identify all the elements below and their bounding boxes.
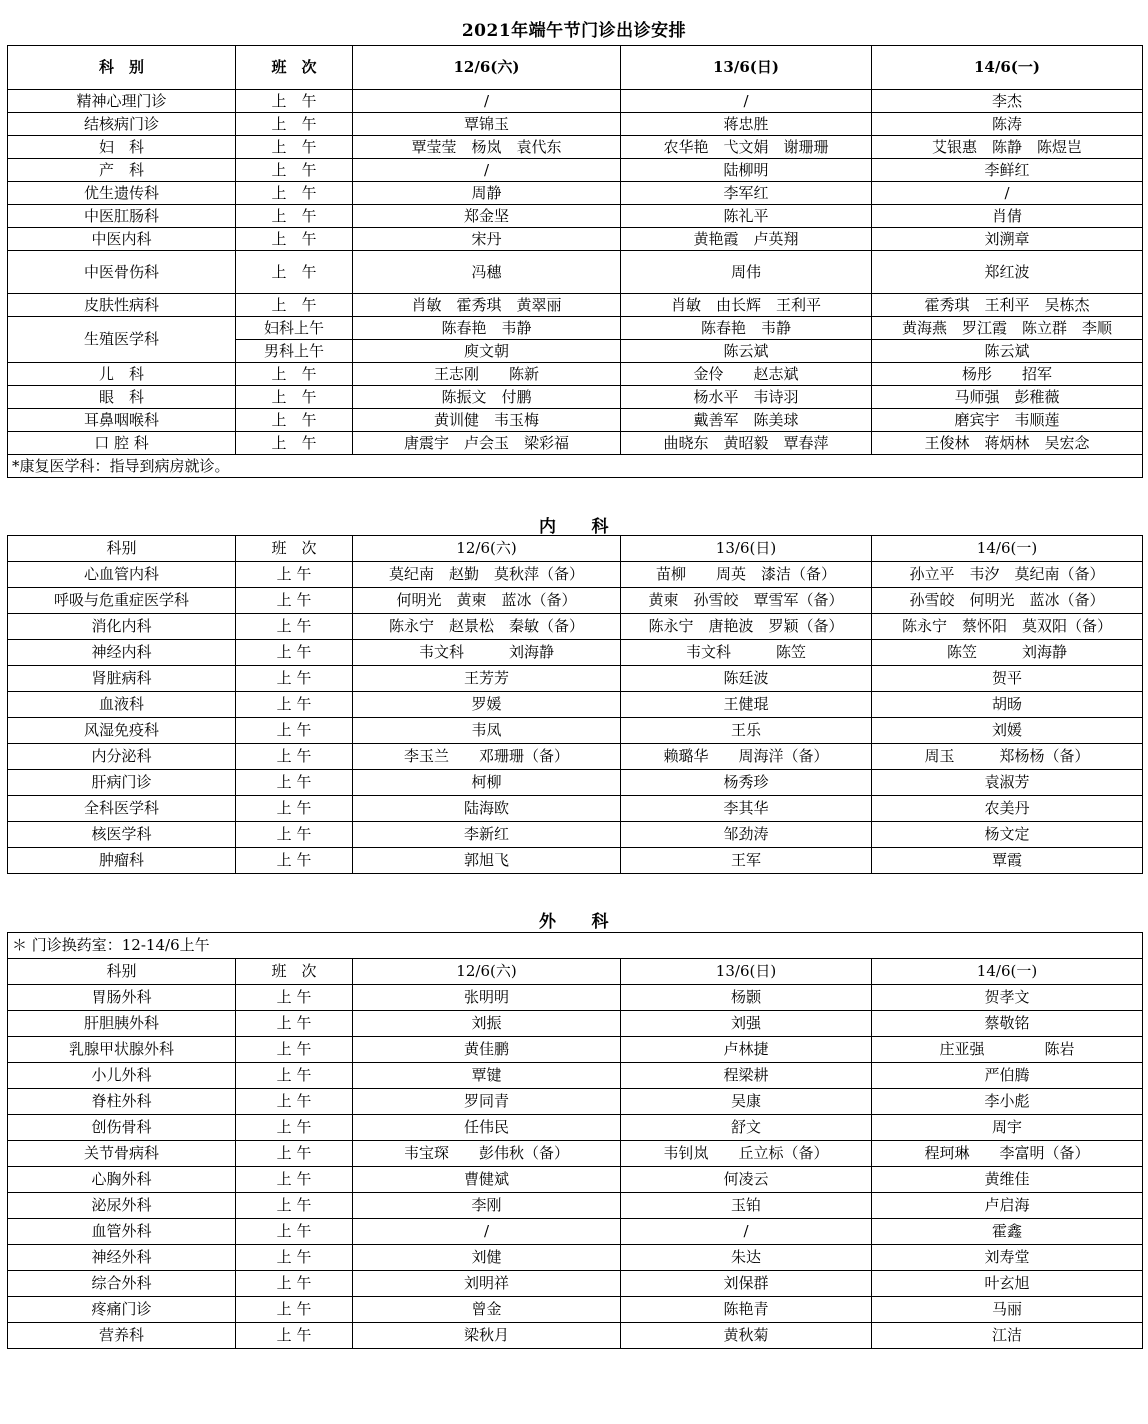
dept-cell: 皮肤性病科 — [8, 294, 236, 317]
shift-cell: 上 午 — [236, 770, 353, 796]
shift-cell: 上 午 — [236, 386, 353, 409]
day2-cell: 杨秀珍 — [621, 770, 872, 796]
shift-cell: 上 午 — [236, 692, 353, 718]
day1-cell: 庾文朝 — [353, 340, 621, 363]
dept-cell: 内分泌科 — [8, 744, 236, 770]
day2-cell: / — [621, 1219, 872, 1245]
day3-cell: 李杰 — [872, 90, 1143, 113]
day2-cell: 陈廷波 — [621, 666, 872, 692]
table-row — [8, 386, 1143, 409]
header-day3-cell: 14/6(一) — [872, 536, 1143, 562]
shift-cell: 上 午 — [236, 640, 353, 666]
shift-cell: 男科上午 — [236, 340, 353, 363]
table-row — [8, 317, 1143, 340]
header-dept-cell: 科 别 — [8, 46, 236, 90]
dept-cell: 耳鼻咽喉科 — [8, 409, 236, 432]
header-day2-cell: 13/6(日) — [621, 959, 872, 985]
day1-cell: 陈春艳 韦静 — [353, 317, 621, 340]
shift-cell: 妇科上午 — [236, 317, 353, 340]
day3-cell: 马师强 彭稚薇 — [872, 386, 1143, 409]
shift-cell: 上 午 — [236, 562, 353, 588]
day1-cell: 罗同青 — [353, 1089, 621, 1115]
day3-cell: 陈云斌 — [872, 340, 1143, 363]
day3-cell: 李小彪 — [872, 1089, 1143, 1115]
day3-cell: 磨宾宇 韦顺莲 — [872, 409, 1143, 432]
dept-cell: 胃肠外科 — [8, 985, 236, 1011]
day2-cell: 周伟 — [621, 251, 872, 294]
table-row — [8, 985, 1143, 1011]
table-row — [8, 1245, 1143, 1271]
dept-cell: 乳腺甲状腺外科 — [8, 1037, 236, 1063]
dept-cell: 泌尿外科 — [8, 1193, 236, 1219]
day3-cell: 刘寿堂 — [872, 1245, 1143, 1271]
day1-cell: / — [353, 159, 621, 182]
day3-cell: 叶玄旭 — [872, 1271, 1143, 1297]
day1-cell: 刘健 — [353, 1245, 621, 1271]
header-row — [8, 959, 1143, 985]
day2-cell: 朱达 — [621, 1245, 872, 1271]
dept-cell: 创伤骨科 — [8, 1115, 236, 1141]
day3-cell: 肖倩 — [872, 205, 1143, 228]
table-row — [8, 822, 1143, 848]
shift-cell: 上 午 — [236, 205, 353, 228]
day2-cell: 陈云斌 — [621, 340, 872, 363]
dept-cell: 中医骨伤科 — [8, 251, 236, 294]
shift-cell: 上 午 — [236, 744, 353, 770]
header-day2-cell: 13/6(日) — [621, 536, 872, 562]
day2-cell: 黄秋菊 — [621, 1323, 872, 1349]
day2-cell: 肖敏 由长辉 王利平 — [621, 294, 872, 317]
day3-cell: 艾银惠 陈静 陈煜岂 — [872, 136, 1143, 159]
dept-cell: 疼痛门诊 — [8, 1297, 236, 1323]
header-day1-cell: 12/6(六) — [353, 959, 621, 985]
header-dept-cell: 科别 — [8, 959, 236, 985]
day1-cell: 冯穗 — [353, 251, 621, 294]
shift-cell: 上 午 — [236, 718, 353, 744]
day2-cell: 卢林捷 — [621, 1037, 872, 1063]
shift-cell: 上 午 — [236, 848, 353, 874]
dept-cell: 心血管内科 — [8, 562, 236, 588]
note-row — [8, 455, 1143, 478]
day3-cell: 贺平 — [872, 666, 1143, 692]
dept-cell: 脊柱外科 — [8, 1089, 236, 1115]
day3-cell: 贺孝文 — [872, 985, 1143, 1011]
day3-cell: 刘溯章 — [872, 228, 1143, 251]
shift-cell: 上 午 — [236, 796, 353, 822]
table-row — [8, 228, 1143, 251]
table-row — [8, 562, 1143, 588]
table-row — [8, 1193, 1143, 1219]
day1-cell: 唐震宇 卢会玉 梁彩福 — [353, 432, 621, 455]
table-row — [8, 409, 1143, 432]
day1-cell: 梁秋月 — [353, 1323, 621, 1349]
dept-cell: 营养科 — [8, 1323, 236, 1349]
day2-cell: 王军 — [621, 848, 872, 874]
shift-cell: 上 午 — [236, 588, 353, 614]
shift-cell: 上 午 — [236, 666, 353, 692]
day3-cell: 胡旸 — [872, 692, 1143, 718]
shift-cell: 上 午 — [236, 228, 353, 251]
day1-cell: 覃锦玉 — [353, 113, 621, 136]
header-day2-cell: 13/6(日) — [621, 46, 872, 90]
day3-cell: 黄维佳 — [872, 1167, 1143, 1193]
dept-cell: 儿 科 — [8, 363, 236, 386]
dept-cell: 肝病门诊 — [8, 770, 236, 796]
day1-cell: 刘振 — [353, 1011, 621, 1037]
day1-cell: 陈永宁 赵景松 秦敏（备） — [353, 614, 621, 640]
shift-cell: 上 午 — [236, 136, 353, 159]
day2-cell: 陈永宁 唐艳波 罗颖（备） — [621, 614, 872, 640]
day2-cell: 黄艳霞 卢英翔 — [621, 228, 872, 251]
shift-cell: 上 午 — [236, 1219, 353, 1245]
table-row — [8, 182, 1143, 205]
table-row — [8, 159, 1143, 182]
day1-cell: / — [353, 90, 621, 113]
table-row — [8, 1297, 1143, 1323]
day1-cell: 李刚 — [353, 1193, 621, 1219]
shift-cell: 上 午 — [236, 294, 353, 317]
day2-cell: 杨颢 — [621, 985, 872, 1011]
day3-cell: 黄海燕 罗江霞 陈立群 李顺 — [872, 317, 1143, 340]
day3-cell: 陈笠 刘海静 — [872, 640, 1143, 666]
table-row — [8, 588, 1143, 614]
day2-cell: 刘强 — [621, 1011, 872, 1037]
shift-cell: 上 午 — [236, 432, 353, 455]
dept-cell: 眼 科 — [8, 386, 236, 409]
day2-cell: 王健琨 — [621, 692, 872, 718]
shift-cell: 上 午 — [236, 251, 353, 294]
day3-cell: 程珂琳 李富明（备） — [872, 1141, 1143, 1167]
day2-cell: 蒋忠胜 — [621, 113, 872, 136]
dept-cell: 血液科 — [8, 692, 236, 718]
day2-cell: 韦文科 陈笠 — [621, 640, 872, 666]
day2-cell: 杨水平 韦诗羽 — [621, 386, 872, 409]
shift-cell: 上 午 — [236, 1323, 353, 1349]
shift-cell: 上 午 — [236, 1167, 353, 1193]
day1-cell: 何明光 黄柬 蓝冰（备） — [353, 588, 621, 614]
dept-cell: 肝胆胰外科 — [8, 1011, 236, 1037]
day1-cell: 曹健斌 — [353, 1167, 621, 1193]
dept-cell: 中医肛肠科 — [8, 205, 236, 228]
surgery-table — [7, 932, 1143, 1349]
shift-cell: 上 午 — [236, 1193, 353, 1219]
day2-cell: 玉铂 — [621, 1193, 872, 1219]
day3-cell: 覃霞 — [872, 848, 1143, 874]
table-row — [8, 640, 1143, 666]
day2-cell: / — [621, 90, 872, 113]
dept-cell: 优生遗传科 — [8, 182, 236, 205]
day3-cell: 蔡敬铭 — [872, 1011, 1143, 1037]
shift-cell: 上 午 — [236, 90, 353, 113]
table-row — [8, 1089, 1143, 1115]
dept-cell: 结核病门诊 — [8, 113, 236, 136]
shift-cell: 上 午 — [236, 113, 353, 136]
header-day3-cell: 14/6(一) — [872, 46, 1143, 90]
shift-cell: 上 午 — [236, 985, 353, 1011]
table-row — [8, 1037, 1143, 1063]
day1-cell: 罗媛 — [353, 692, 621, 718]
table-row — [8, 1271, 1143, 1297]
day3-cell: 马丽 — [872, 1297, 1143, 1323]
header-shift-cell: 班 次 — [236, 536, 353, 562]
day3-cell: 霍秀琪 王利平 吴栋杰 — [872, 294, 1143, 317]
day3-cell: 孙雪皎 何明光 蓝冰（备） — [872, 588, 1143, 614]
dept-cell: 消化内科 — [8, 614, 236, 640]
day1-cell: 郑金坚 — [353, 205, 621, 228]
header-row — [8, 536, 1143, 562]
table-row — [8, 796, 1143, 822]
table-row — [8, 113, 1143, 136]
day2-cell: 金伶 赵志斌 — [621, 363, 872, 386]
shift-cell: 上 午 — [236, 182, 353, 205]
header-shift-cell: 班 次 — [236, 46, 353, 90]
dept-cell: 妇 科 — [8, 136, 236, 159]
day1-cell: 王芳芳 — [353, 666, 621, 692]
day2-cell: 戴善军 陈美球 — [621, 409, 872, 432]
day1-cell: 柯柳 — [353, 770, 621, 796]
day3-cell: 杨彤 招军 — [872, 363, 1143, 386]
shift-cell: 上 午 — [236, 1297, 353, 1323]
table-row — [8, 692, 1143, 718]
internal-medicine-title: 内 科 — [539, 517, 609, 537]
day2-cell: 吴康 — [621, 1089, 872, 1115]
day1-cell: 李玉兰 邓珊珊（备） — [353, 744, 621, 770]
day2-cell: 陈礼平 — [621, 205, 872, 228]
table-row — [8, 90, 1143, 113]
table-row — [8, 1011, 1143, 1037]
day1-cell: 覃莹莹 杨岚 袁代东 — [353, 136, 621, 159]
day2-cell: 曲晓东 黄昭毅 覃春萍 — [621, 432, 872, 455]
day3-cell: 江洁 — [872, 1323, 1143, 1349]
shift-cell: 上 午 — [236, 159, 353, 182]
day2-cell: 黄柬 孙雪皎 覃雪军（备） — [621, 588, 872, 614]
day3-cell: 刘媛 — [872, 718, 1143, 744]
day3-cell: 卢启海 — [872, 1193, 1143, 1219]
dept-cell: 关节骨病科 — [8, 1141, 236, 1167]
day3-cell: 陈涛 — [872, 113, 1143, 136]
day2-cell: 陈春艳 韦静 — [621, 317, 872, 340]
table-row — [8, 1141, 1143, 1167]
header-shift-cell: 班 次 — [236, 959, 353, 985]
dept-cell: 心胸外科 — [8, 1167, 236, 1193]
table-row — [8, 1063, 1143, 1089]
header-dept-cell: 科别 — [8, 536, 236, 562]
day2-cell: 李其华 — [621, 796, 872, 822]
shift-cell: 上 午 — [236, 1089, 353, 1115]
day2-cell: 陈艳青 — [621, 1297, 872, 1323]
day1-cell: 曾金 — [353, 1297, 621, 1323]
day1-cell: 刘明祥 — [353, 1271, 621, 1297]
table-row — [8, 432, 1143, 455]
dept-cell: 呼吸与危重症医学科 — [8, 588, 236, 614]
dept-cell: 肿瘤科 — [8, 848, 236, 874]
day2-cell: 邹劲涛 — [621, 822, 872, 848]
dept-cell: 核医学科 — [8, 822, 236, 848]
day3-cell: 李鲜红 — [872, 159, 1143, 182]
day2-cell: 农华艳 弋文娟 谢珊珊 — [621, 136, 872, 159]
header-day1-cell: 12/6(六) — [353, 536, 621, 562]
shift-cell: 上 午 — [236, 1037, 353, 1063]
day1-cell: 陆海欧 — [353, 796, 621, 822]
day2-cell: 赖璐华 周海洋（备） — [621, 744, 872, 770]
day1-cell: 黄佳鹏 — [353, 1037, 621, 1063]
shift-cell: 上 午 — [236, 822, 353, 848]
day3-cell: 农美丹 — [872, 796, 1143, 822]
day2-cell: 舒文 — [621, 1115, 872, 1141]
table-row — [8, 294, 1143, 317]
day2-cell: 苗柳 周英 漆洁（备） — [621, 562, 872, 588]
table-row — [8, 614, 1143, 640]
day1-cell: 覃键 — [353, 1063, 621, 1089]
table-row — [8, 1167, 1143, 1193]
day3-cell: / — [872, 182, 1143, 205]
dressing-room-note: ＊ 门诊换药室：12-14/6上午 — [8, 933, 1143, 959]
day3-cell: 杨文定 — [872, 822, 1143, 848]
header-day3-cell: 14/6(一) — [872, 959, 1143, 985]
day3-cell: 王俊林 蒋炳林 吴宏念 — [872, 432, 1143, 455]
header-row — [8, 46, 1143, 90]
dept-cell: 全科医学科 — [8, 796, 236, 822]
day2-cell: 陆柳明 — [621, 159, 872, 182]
day1-cell: 郭旭飞 — [353, 848, 621, 874]
day2-cell: 韦钊岚 丘立标（备） — [621, 1141, 872, 1167]
shift-cell: 上 午 — [236, 1115, 353, 1141]
table-row — [8, 718, 1143, 744]
dept-cell: 小儿外科 — [8, 1063, 236, 1089]
dept-cell: 肾脏病科 — [8, 666, 236, 692]
day1-cell: 黄训健 韦玉梅 — [353, 409, 621, 432]
day3-cell: 袁淑芳 — [872, 770, 1143, 796]
day1-cell: 王志刚 陈新 — [353, 363, 621, 386]
general-schedule-table — [7, 45, 1143, 478]
table-row — [8, 744, 1143, 770]
day1-cell: 韦宝琛 彭伟秋（备） — [353, 1141, 621, 1167]
dept-cell: 血管外科 — [8, 1219, 236, 1245]
page-title: 2021年端午节门诊出诊安排 — [461, 21, 687, 41]
day1-cell: 宋丹 — [353, 228, 621, 251]
table-row — [8, 666, 1143, 692]
table-row — [8, 1323, 1143, 1349]
shift-cell: 上 午 — [236, 409, 353, 432]
day2-cell: 王乐 — [621, 718, 872, 744]
day1-cell: 李新红 — [353, 822, 621, 848]
day2-cell: 何凌云 — [621, 1167, 872, 1193]
table-row — [8, 770, 1143, 796]
table-row — [8, 251, 1143, 294]
internal-medicine-table — [7, 535, 1143, 874]
day3-cell: 周宇 — [872, 1115, 1143, 1141]
surgery-title: 外 科 — [539, 912, 609, 932]
day1-cell: 韦文科 刘海静 — [353, 640, 621, 666]
shift-cell: 上 午 — [236, 1271, 353, 1297]
day1-cell: / — [353, 1219, 621, 1245]
dept-cell: 产 科 — [8, 159, 236, 182]
day2-cell: 程梁耕 — [621, 1063, 872, 1089]
day2-cell: 刘保群 — [621, 1271, 872, 1297]
dept-cell: 中医内科 — [8, 228, 236, 251]
day1-cell: 陈振文 付鹏 — [353, 386, 621, 409]
day1-cell: 肖敏 霍秀琪 黄翠丽 — [353, 294, 621, 317]
day3-cell: 郑红波 — [872, 251, 1143, 294]
shift-cell: 上 午 — [236, 1141, 353, 1167]
day1-cell: 周静 — [353, 182, 621, 205]
shift-cell: 上 午 — [236, 1011, 353, 1037]
dept-cell: 神经内科 — [8, 640, 236, 666]
day1-cell: 韦凤 — [353, 718, 621, 744]
day3-cell: 孙立平 韦汐 莫纪南（备） — [872, 562, 1143, 588]
day3-cell: 周玉 郑杨杨（备） — [872, 744, 1143, 770]
dept-cell: 综合外科 — [8, 1271, 236, 1297]
day3-cell: 陈永宁 蔡怀阳 莫双阳（备） — [872, 614, 1143, 640]
table-row — [8, 848, 1143, 874]
table-row — [8, 1115, 1143, 1141]
rehab-note: *康复医学科：指导到病房就诊。 — [8, 455, 1143, 478]
table-row — [8, 136, 1143, 159]
shift-cell: 上 午 — [236, 1245, 353, 1271]
dept-cell: 生殖医学科 — [8, 317, 236, 363]
table-row — [8, 363, 1143, 386]
day1-cell: 莫纪南 赵勤 莫秋萍（备） — [353, 562, 621, 588]
shift-cell: 上 午 — [236, 614, 353, 640]
note-row — [8, 933, 1143, 959]
table-row — [8, 205, 1143, 228]
header-day1-cell: 12/6(六) — [353, 46, 621, 90]
day3-cell: 庄亚强 陈岩 — [872, 1037, 1143, 1063]
table-row — [8, 1219, 1143, 1245]
dept-cell: 神经外科 — [8, 1245, 236, 1271]
day1-cell: 张明明 — [353, 985, 621, 1011]
dept-cell: 口 腔 科 — [8, 432, 236, 455]
shift-cell: 上 午 — [236, 1063, 353, 1089]
dept-cell: 风湿免疫科 — [8, 718, 236, 744]
day3-cell: 霍鑫 — [872, 1219, 1143, 1245]
day2-cell: 李军红 — [621, 182, 872, 205]
day3-cell: 严伯腾 — [872, 1063, 1143, 1089]
day1-cell: 任伟民 — [353, 1115, 621, 1141]
shift-cell: 上 午 — [236, 363, 353, 386]
dept-cell: 精神心理门诊 — [8, 90, 236, 113]
